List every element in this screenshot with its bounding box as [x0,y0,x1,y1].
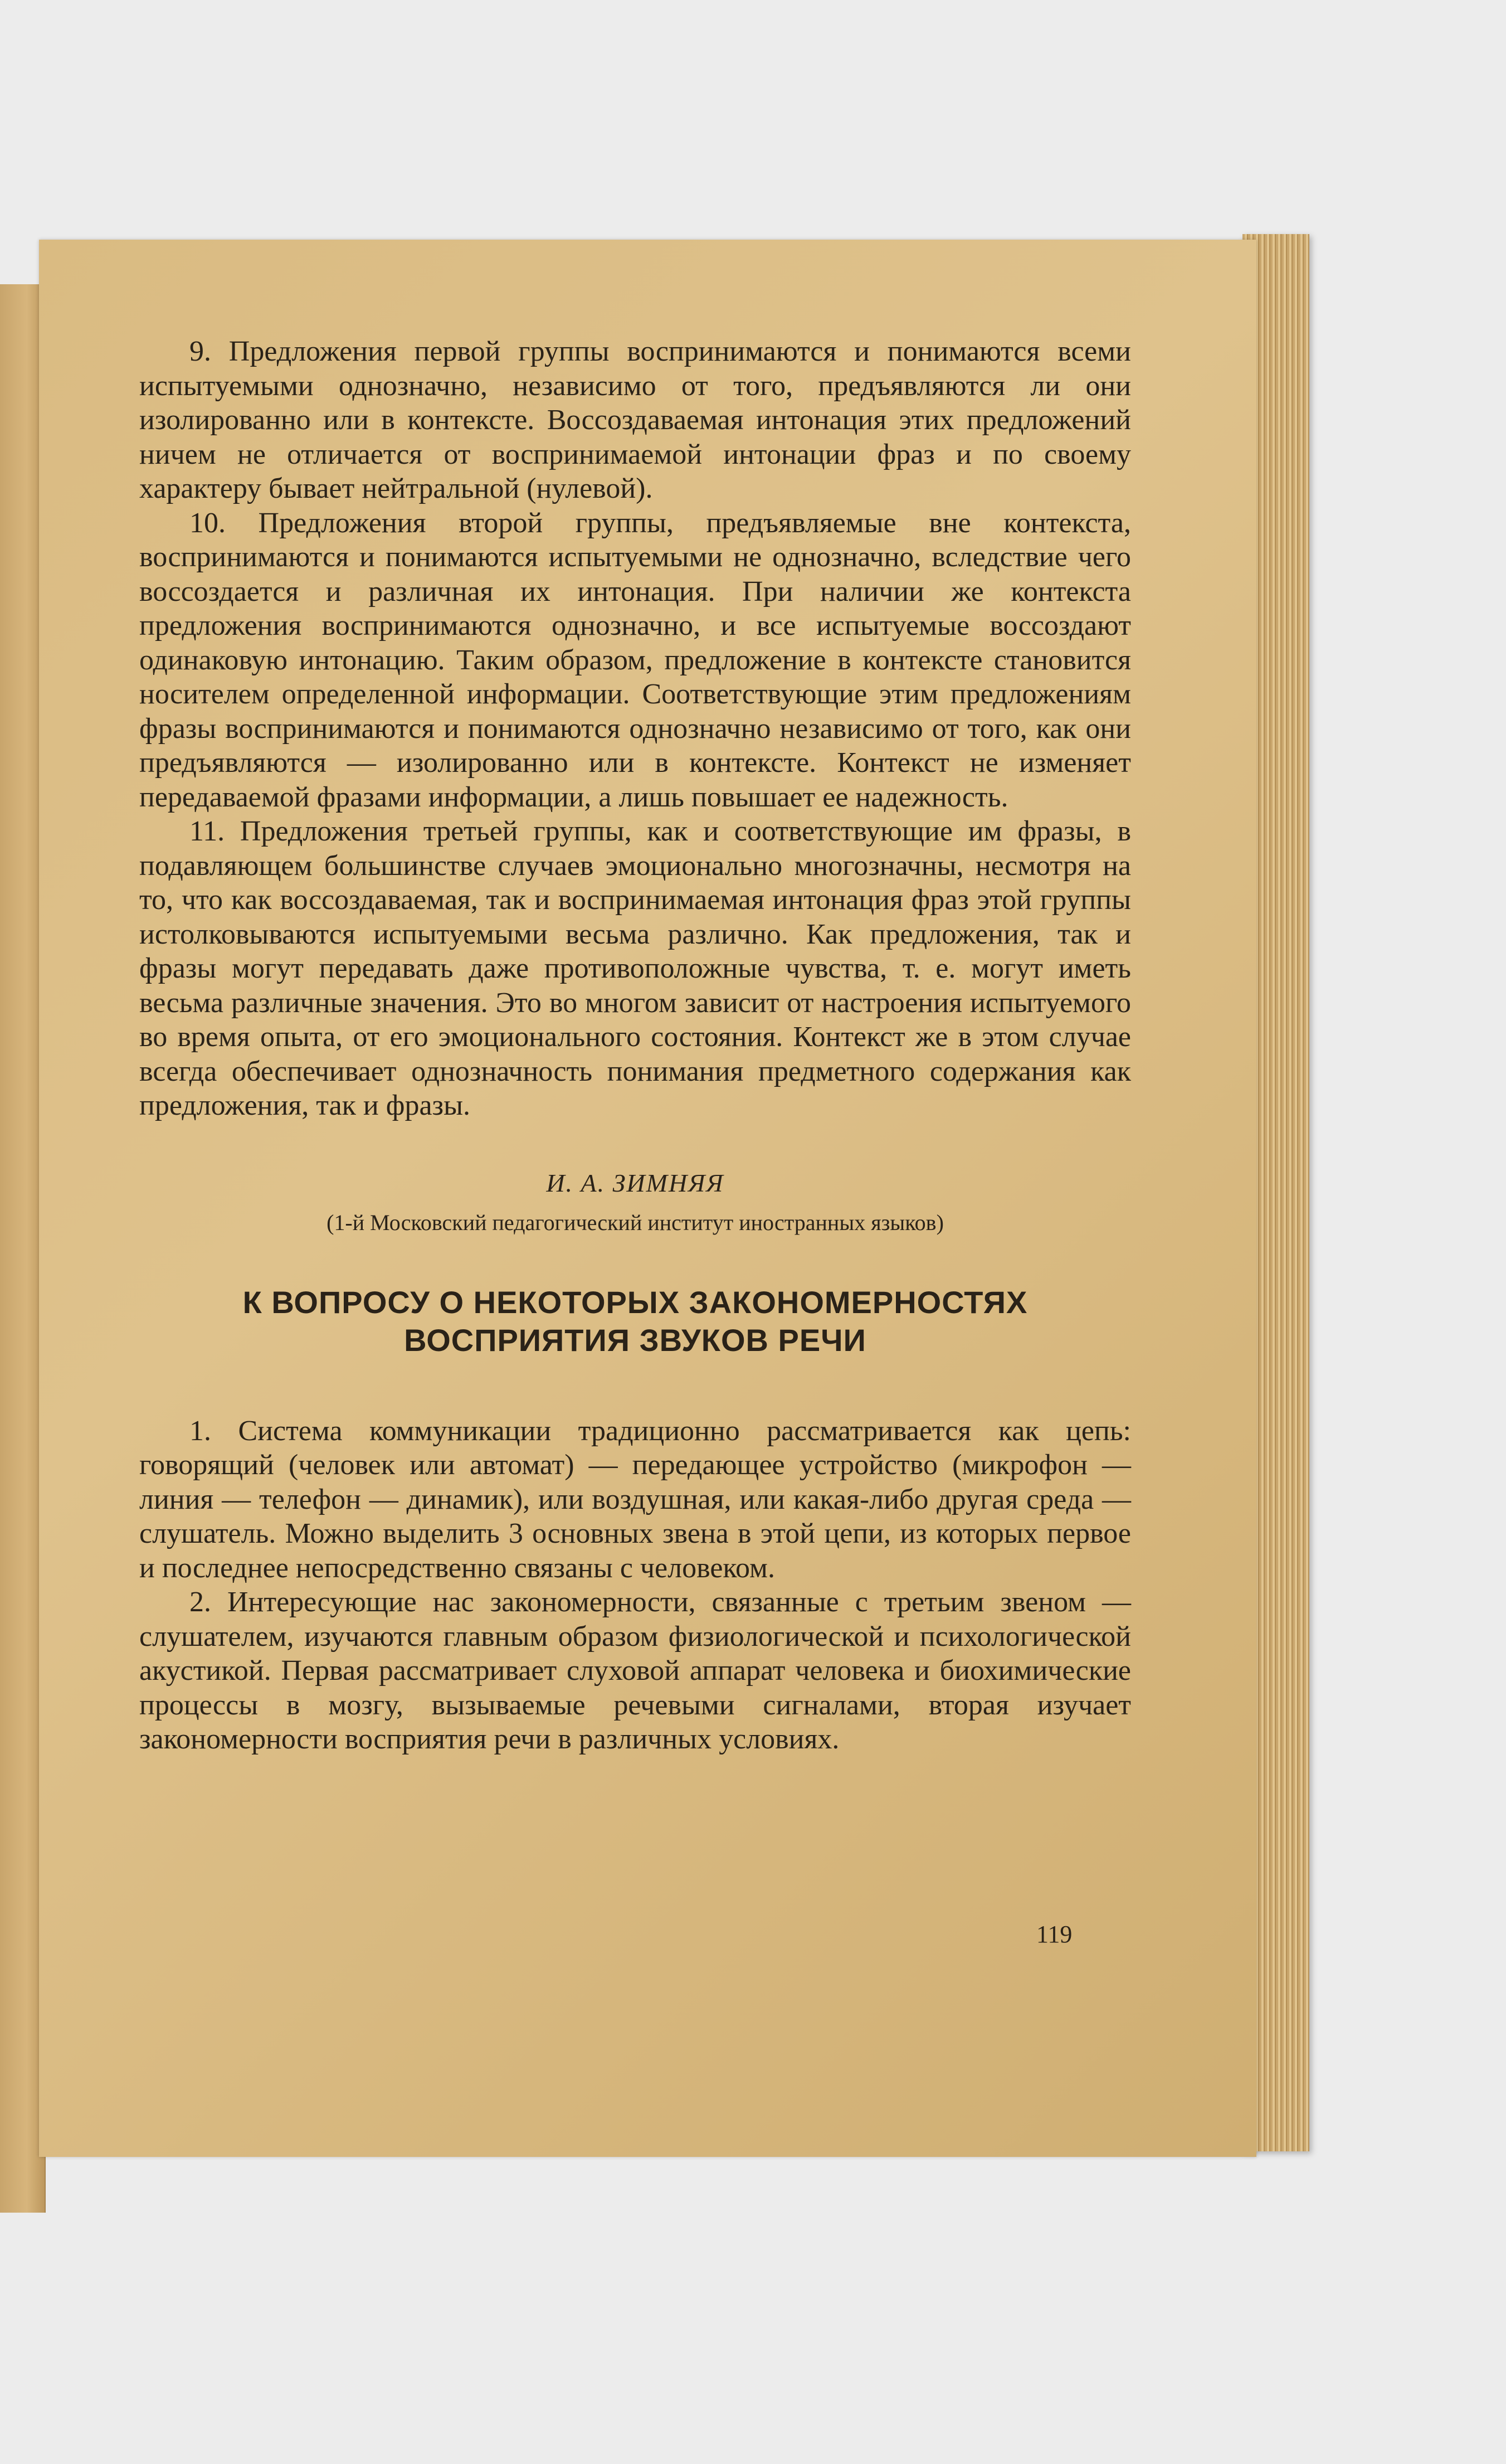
author-affiliation: (1-й Московский педагогический институт иностранных языков) [326,1209,944,1235]
paragraph-10: 10. Предложения второй группы, предъявляемые вне контекста, воспринимаются и понимаются испытуемыми не однозначно, вследствие чего воссоздается и различная их интонация. При наличии же контекста предложения воспринимаются однозначно, и все испытуемые воссоздают одинаковую интонацию. Таким образом, предложение в контексте становится носителем определенной информации. Соответствующие этим предложениям фразы воспринимаются и понимаются однозначно независимо от того, как они предъявляются — изолированно или в контексте. Контекст не изменяет передаваемой фразами информации, а лишь повышает ее надежность. [139,507,1131,813]
page-text [139,334,1131,1757]
article-title-line-2: ВОСПРИЯТИЯ ЗВУКОВ РЕЧИ [404,1322,866,1358]
paragraph-9: 9. Предложения первой группы воспринимаются и понимаются всеми испытуемыми однозначно, независимо от того, предъявляются ли они изолированно или в контексте. Воссоздаваемая интонация этих предложений ничем не отличается от воспринимаемой интонации фраз и по своему характеру бывает нейтральной (нулевой). [139,336,1131,504]
article-title [139,1284,1131,1359]
author-name: И. А. ЗИМНЯЯ [546,1168,724,1197]
article-title-line-1: К ВОПРОСУ О НЕКОТОРЫХ ЗАКОНОМЕРНОСТЯХ [242,1284,1028,1320]
paragraph-1: 1. Система коммуникации традиционно рассматривается как цепь: говорящий (человек или автомат) — передающее устройство (микрофон — линия — телефон — динамик), или воздушная, или какая-либо другая среда — слушатель. Можно выделить 3 основных звена в этой цепи, из которых первое и последнее непосредственно связаны с человеком. [139,1415,1131,1584]
book-page [39,240,1256,2157]
paragraph-2: 2. Интересующие нас закономерности, связанные с третьим звеном — слушателем, изучаются главным образом физиологической и психологической акустикой. Первая рассматривает слуховой аппарат человека и биохимические процессы в мозгу, вызываемые речевыми сигналами, вторая изучает закономерности восприятия речи в различных условиях. [139,1586,1131,1755]
paragraph-11: 11. Предложения третьей группы, как и соответствующие им фразы, в подавляющем большинстве случаев эмоционально многозначны, несмотря на то, что как воссоздаваемая, так и воспринимаемая интонация фраз этой группы истолковываются испытуемыми весьма различно. Как предложения, так и фразы могут передавать даже противоположные чувства, т. е. могут иметь весьма различные значения. Это во многом зависит от настроения испытуемого во время опыта, от его эмоционального состояния. Контекст же в этом случае всегда обеспечивает однозначность понимания предметного содержания как предложения, так и фразы. [139,815,1131,1121]
page-number: 119 [1036,1921,1073,1948]
